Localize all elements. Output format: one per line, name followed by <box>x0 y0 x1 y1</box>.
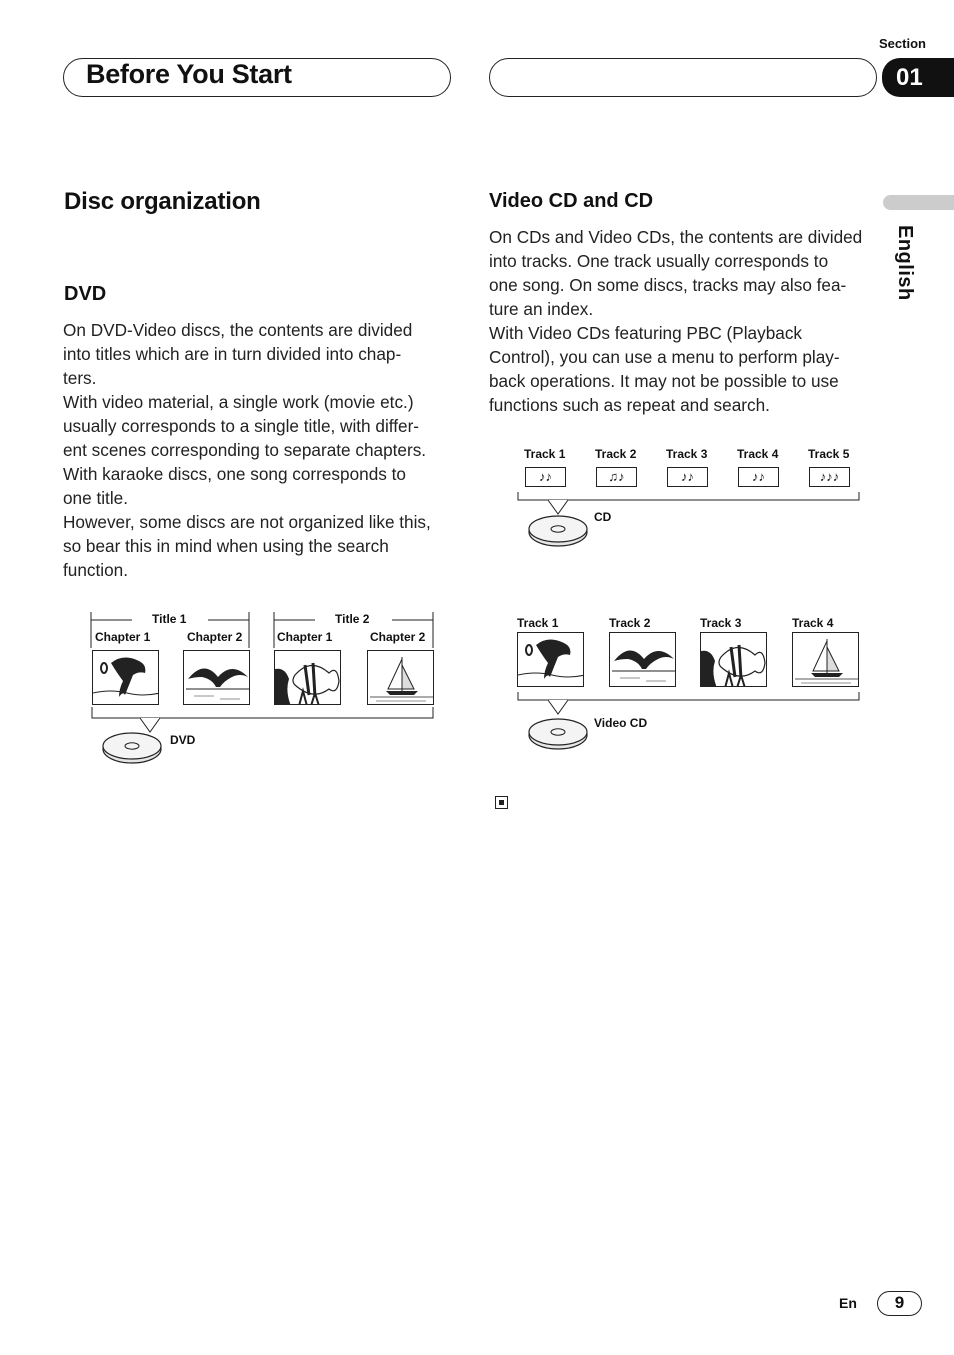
dolphin-image <box>517 632 584 687</box>
cd-disc-label: CD <box>594 510 612 524</box>
dvd-title-1-label: Title 1 <box>152 612 187 626</box>
dvd-chapter-label: Chapter 2 <box>370 630 426 644</box>
end-of-section-icon <box>495 796 508 809</box>
cd-track-label: Track 4 <box>737 447 779 461</box>
page-title: Before You Start <box>86 59 292 89</box>
video-cd-heading: Video CD and CD <box>489 190 654 212</box>
whale-tail-image <box>609 632 676 687</box>
vcd-track-label: Track 4 <box>792 616 834 630</box>
vcd-disc-label: Video CD <box>594 716 648 730</box>
dvd-chapter-label: Chapter 1 <box>277 630 333 644</box>
fish-image <box>700 632 767 687</box>
section-number: 01 <box>882 58 954 97</box>
page-number: 9 <box>877 1291 922 1316</box>
fish-image <box>274 650 341 705</box>
whale-tail-image <box>183 650 250 705</box>
language-tab <box>883 195 954 210</box>
cd-track-label: Track 5 <box>808 447 850 461</box>
cd-track-label: Track 3 <box>666 447 708 461</box>
video-cd-paragraph: On CDs and Video CDs, the contents are divided into tracks. One track usually corresponds to one song. On some discs, tracks may also fea- ture an index. With Video CDs featuring PBC (Playback Control), you can use a menu to perform play- back operations. It may not be possible to use functions such as repeat and search. <box>489 227 863 415</box>
header-empty-box <box>489 58 877 97</box>
dvd-title-2-label: Title 2 <box>335 612 370 626</box>
dolphin-image <box>92 650 159 705</box>
music-note-icon: ♪♪ <box>667 467 708 487</box>
sailboat-image <box>367 650 434 705</box>
music-note-icon: ♪♪♪ <box>809 467 850 487</box>
sailboat-image <box>792 632 859 687</box>
vcd-track-label: Track 2 <box>609 616 651 630</box>
music-note-icon: ♪♪ <box>525 467 566 487</box>
cd-track-label: Track 1 <box>524 447 566 461</box>
footer-language: En <box>839 1295 857 1311</box>
music-note-icon: ♫♪ <box>596 467 637 487</box>
language-label: English <box>894 225 916 301</box>
dvd-paragraph: On DVD-Video discs, the contents are divided into titles which are in turn divided into chap- ters. With video material, a single work (movie etc.) usually corresponds to a single title, with differ- ent scenes corresponding to separate chapters. With karaoke discs, one song corresponds to one title. However, some discs are not organized like this, so bear this in mind when using the search function. <box>63 320 431 580</box>
dvd-chapter-label: Chapter 2 <box>187 630 243 644</box>
section-label: Section <box>879 36 926 51</box>
dvd-chapter-label: Chapter 1 <box>95 630 151 644</box>
cd-track-label: Track 2 <box>595 447 637 461</box>
dvd-heading: DVD <box>64 283 107 305</box>
vcd-track-label: Track 3 <box>700 616 742 630</box>
music-note-icon: ♪♪ <box>738 467 779 487</box>
vcd-track-label: Track 1 <box>517 616 559 630</box>
disc-organization-heading: Disc organization <box>64 188 261 215</box>
dvd-disc-label: DVD <box>170 733 196 747</box>
